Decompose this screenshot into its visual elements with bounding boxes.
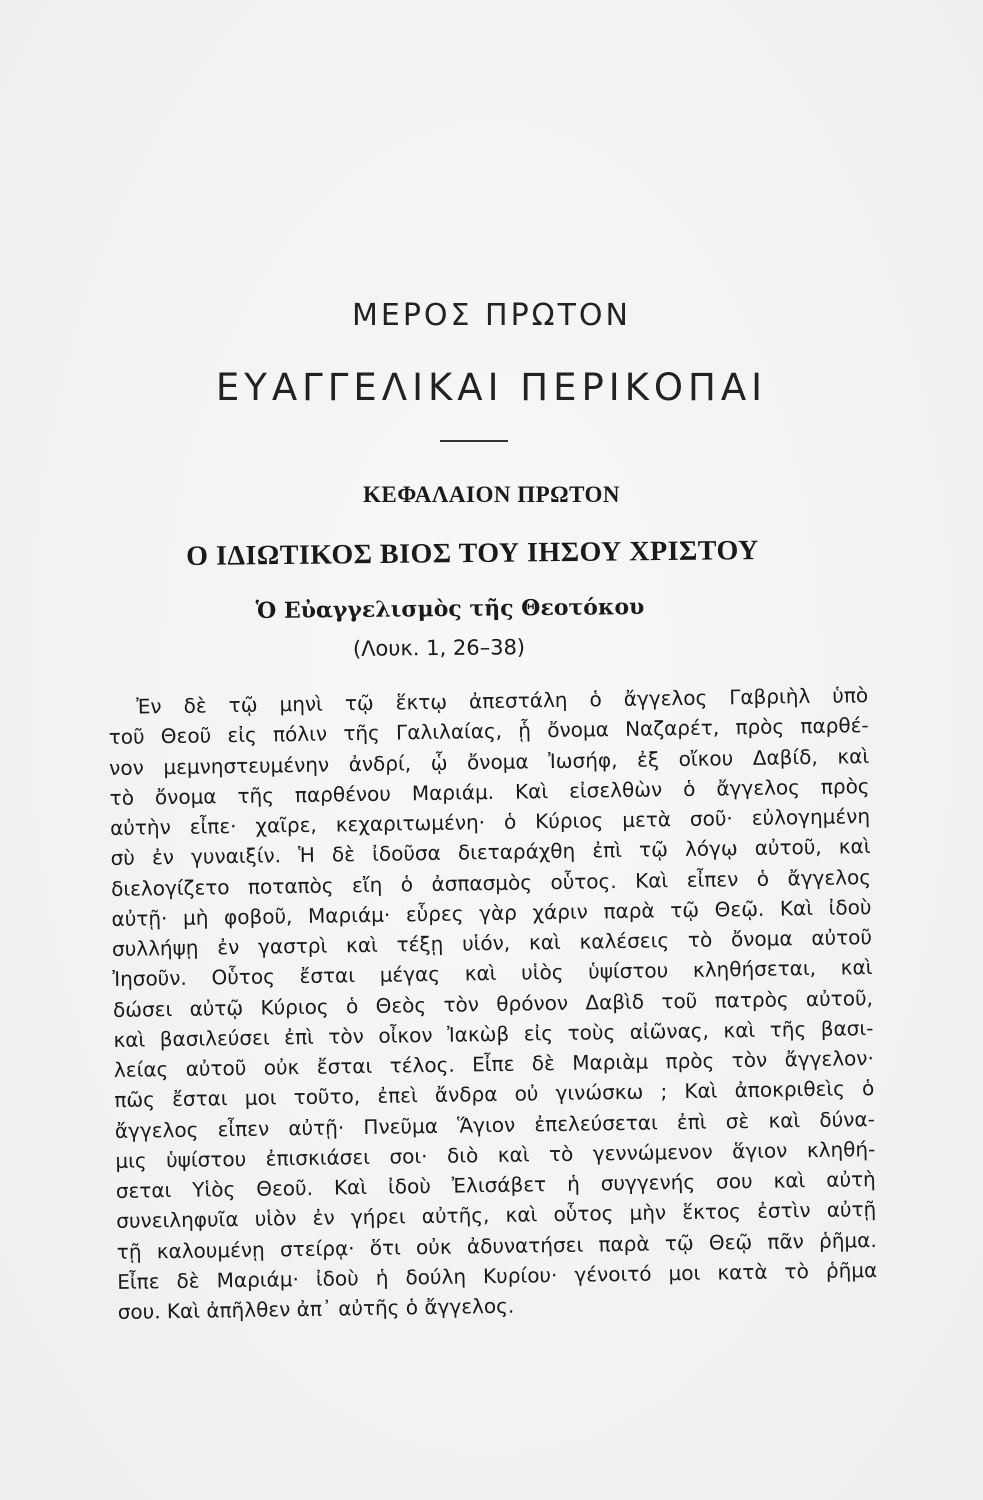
body-line: τοῦ Θεοῦ εἰς πόλιν τῆς Γαλιλαίας, ᾗ ὄνομα Ναζαρέτ, πρὸς παρθέ- (108, 713, 869, 750)
body-line: καὶ βασιλεύσει ἐπὶ τὸν οἶκον Ἰακὼβ εἰς τοὺς αἰῶνας, καὶ τῆς βασι- (113, 1015, 874, 1052)
body-text (108, 680, 878, 1327)
body-line: σου. Καὶ ἀπῆλθεν ἀπ᾽ αὐτῆς ὁ ἄγγελος. (117, 1293, 515, 1324)
body-line: ἄγγελος εἶπεν αὐτῇ· Πνεῦμα Ἅγιον ἐπελεύσεται ἐπὶ σὲ καὶ δύνα- (114, 1106, 875, 1143)
section-title: Ὁ Εὐαγγελισμὸς τῆς Θεοτόκου (255, 593, 645, 625)
body-line: δώσει αὐτῷ Κύριος ὁ Θεὸς τὸν θρόνον Δαβὶδ τοῦ πατρὸς αὐτοῦ, (112, 985, 874, 1022)
body-line: συλλήψῃ ἐν γαστρὶ καὶ τέξῃ υἱόν, καὶ καλέσεις τὸ ὄνομα αὐτοῦ (111, 925, 873, 961)
title-divider (440, 440, 508, 442)
chapter-title: Ο ΙΔΙΩΤΙΚΟΣ ΒΙΟΣ ΤΟΥ ΙΗΣΟΥ ΧΡΙΣΤΟΥ (186, 535, 759, 572)
body-line: τὸ ὄνομα τῆς παρθένου Μαριάμ. Καὶ εἰσελθὼν ὁ ἄγγελος πρὸς (109, 773, 870, 810)
body-line: Ἰησοῦν. Οὗτος ἔσται μέγας καὶ υἱὸς ὑψίστου κληθήσεται, καὶ (112, 955, 873, 992)
body-line: νον μεμνηστευμένην ἀνδρί, ᾧ ὄνομα Ἰωσήφ, ἐξ οἴκου Δαβίδ, καὶ (108, 743, 870, 780)
body-line: σεται Υἱὸς Θεοῦ. Καὶ ἰδοὺ Ἐλισάβετ ἡ συγγενής σου καὶ αὐτὴ (115, 1167, 876, 1203)
body-line: Εἶπε δὲ Μαριάμ· ἰδοὺ ἡ δούλη Κυρίου· γένοιτό μοι κατὰ τὸ ῥῆμα (117, 1257, 878, 1294)
body-line: αὐτὴν εἶπε· χαῖρε, κεχαριτωμένη· ὁ Κύριος μετὰ σοῦ· εὐλογημένη (109, 804, 871, 840)
scripture-reference: (Λουκ. 1, 26–38) (352, 635, 526, 661)
body-line: διελογίζετο ποταπὸς εἴη ὁ ἀσπασμὸς οὗτος. Καὶ εἶπεν ὁ ἄγγελος (110, 864, 872, 901)
body-line: πῶς ἔσται μοι τοῦτο, ἐπεὶ ἄνδρα οὐ γινώσκω ; Καὶ ἀποκριθεὶς ὁ (114, 1076, 875, 1113)
body-line: τῇ καλουμένῃ στείρᾳ· ὅτι οὐκ ἀδυνατήσει παρὰ τῷ Θεῷ πᾶν ῥῆμα. (116, 1227, 877, 1264)
body-line: Ἐν δὲ τῷ μηνὶ τῷ ἕκτῳ ἀπεστάλη ὁ ἄγγελος Γαβριὴλ ὑπὸ (136, 683, 869, 719)
body-line: σὺ ἐν γυναιξίν. Ἡ δὲ ἰδοῦσα διεταράχθη ἐπὶ τῷ λόγῳ αὐτοῦ, καὶ (110, 834, 871, 871)
chapter-label: ΚΕΦΑΛΑΙΟΝ ΠΡΩΤΟΝ (363, 482, 620, 507)
body-line: μις ὑψίστου ἐπισκιάσει σοι· διὸ καὶ τὸ γεννώμενον ἅγιον κληθή- (115, 1136, 876, 1173)
body-line: λείας αὐτοῦ οὐκ ἔσται τέλος. Εἶπε δὲ Μαριὰμ πρὸς τὸν ἄγγελον· (113, 1046, 875, 1082)
body-line: αὐτῇ· μὴ φοβοῦ, Μαριάμ· εὗρες γὰρ χάριν παρὰ τῷ Θεῷ. Καὶ ἰδοὺ (111, 894, 872, 931)
part-label: ΜΕΡΟΣ ΠΡΩΤΟΝ (352, 298, 631, 333)
main-title: ΕΥΑΓΓΕΛΙΚΑΙ ΠΕΡΙΚΟΠΑΙ (215, 366, 768, 409)
body-line: συνειληφυῖα υἱὸν ἐν γήρει αὐτῆς, καὶ οὗτος μὴν ἕκτος ἐστὶν αὐτῇ (116, 1197, 877, 1234)
